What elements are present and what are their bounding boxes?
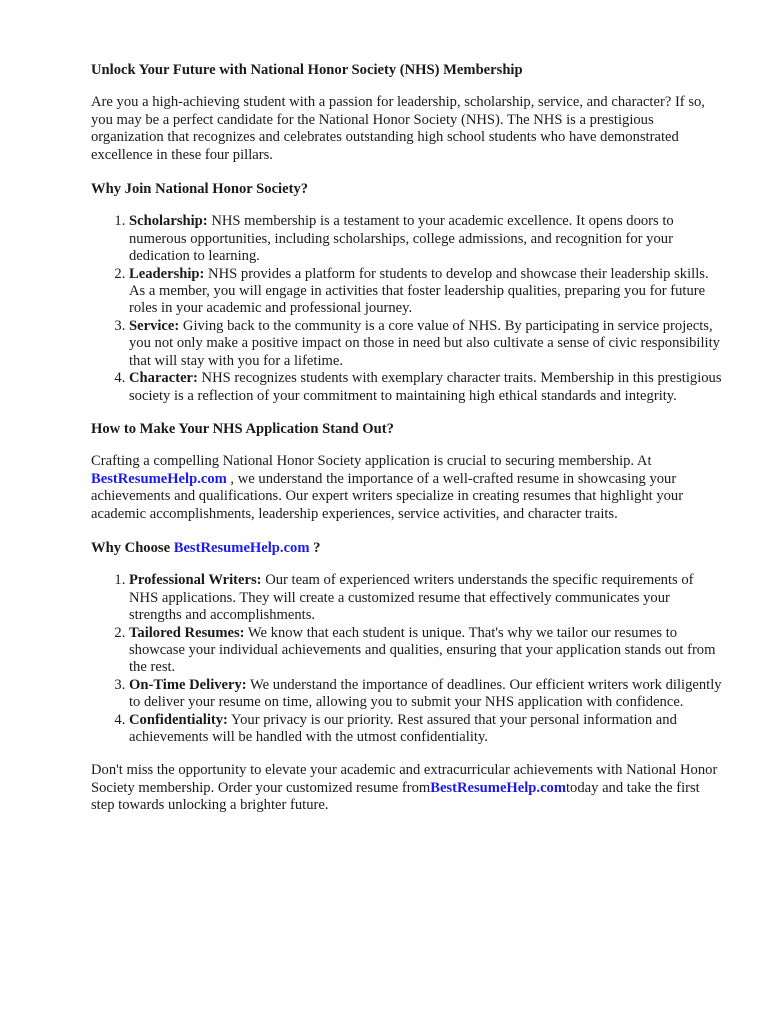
list-item-text: We understand the importance of deadlines. Our efficient writers work diligently to deliver your resume on time, allowing you to submit your NHS application with confidence.: [129, 676, 722, 711]
stand-out-heading: How to Make Your NHS Application Stand Out?: [91, 420, 394, 437]
list-item-text: Giving back to the community is a core value of NHS. By participating in service projects, you not only make a positive impact on those in need but also cultivate a sense of civic responsibility that will stay with you for a lifetime.: [129, 317, 720, 369]
why-join-list: [91, 213, 724, 404]
list-item: [129, 318, 724, 370]
closing-bestresumehelp-link[interactable]: BestResumeHelp.com: [430, 779, 566, 796]
stand-out-text-before: Crafting a compelling National Honor Society application is crucial to securing membership. At: [91, 453, 652, 470]
list-item-text: NHS provides a platform for students to develop and showcase their leadership skills. As a member, you will engage in activities that foster leadership qualities, preparing you for future roles in your academic and professional journey.: [129, 265, 709, 317]
list-item-text: NHS recognizes students with exemplary character traits. Membership in this prestigious society is a reflection of your commitment to maintaining high ethical standards and integrity.: [129, 370, 722, 404]
list-item-term: Professional Writers:: [129, 572, 262, 589]
list-item: [129, 712, 724, 747]
why-choose-heading-link[interactable]: BestResumeHelp.com: [173, 539, 310, 556]
list-item: [129, 625, 724, 677]
stand-out-text-after: , we understand the importance of a well-crafted resume in showcasing your achievements and qualifications. Our expert writers specialize in creating resumes that highlight your academic accomplishments, leadership experiences, service activities, and character traits.: [91, 470, 684, 522]
list-item-text: Your privacy is our priority. Rest assured that your personal information and achievements will be handled with the utmost confidentiality.: [129, 711, 677, 745]
list-item: [129, 370, 724, 405]
closing-paragraph: [91, 762, 724, 814]
why-choose-heading-prefix: Why Choose: [91, 539, 174, 556]
list-item: [129, 677, 724, 712]
closing-text-after: today and take the first step towards unlocking a brighter future.: [91, 779, 700, 814]
list-item-term: Tailored Resumes:: [129, 624, 245, 641]
list-item-text: We know that each student is unique. That's why we tailor our resumes to showcase your individual achievements and qualities, ensuring that your application stands out from the rest.: [129, 624, 716, 676]
closing-text-before: Don't miss the opportunity to elevate your academic and extracurricular achievements with National Honor Society membership. Order your customized resume from: [91, 762, 718, 796]
list-item-term: Leadership:: [129, 265, 205, 282]
list-item-text: Our team of experienced writers understands the specific requirements of NHS applications. They will create a customized resume that effectively communicates your strengths and accomplishments.: [129, 572, 694, 624]
page-title: Unlock Your Future with National Honor Society (NHS) Membership: [91, 62, 523, 78]
bestresumehelp-link[interactable]: BestResumeHelp.com: [91, 470, 227, 487]
why-choose-list: [91, 572, 724, 746]
intro-paragraph: Are you a high-achieving student with a passion for leadership, scholarship, service, and character? If so, you may be a perfect candidate for the National Honor Society (NHS). The NHS is a prestigious organization that recognizes and celebrates outstanding high school students who have demonstrated excellence in these four pillars.: [91, 94, 705, 163]
why-join-heading: Why Join National Honor Society?: [91, 181, 309, 198]
why-choose-heading-suffix: ?: [309, 539, 321, 556]
stand-out-paragraph: [91, 453, 724, 523]
list-item-text: NHS membership is a testament to your academic excellence. It opens doors to numerous opportunities, including scholarships, college admissions, and recognition for your dedication to learning.: [129, 213, 674, 265]
why-choose-heading: [91, 540, 724, 557]
list-item: [129, 266, 724, 318]
list-item-term: Character:: [129, 370, 198, 387]
list-item-term: On-Time Delivery:: [129, 676, 247, 693]
list-item-term: Scholarship:: [129, 213, 208, 230]
list-item: [129, 213, 724, 265]
list-item-term: Service:: [129, 317, 180, 334]
list-item: [129, 572, 724, 624]
list-item-term: Confidentiality:: [129, 711, 228, 728]
